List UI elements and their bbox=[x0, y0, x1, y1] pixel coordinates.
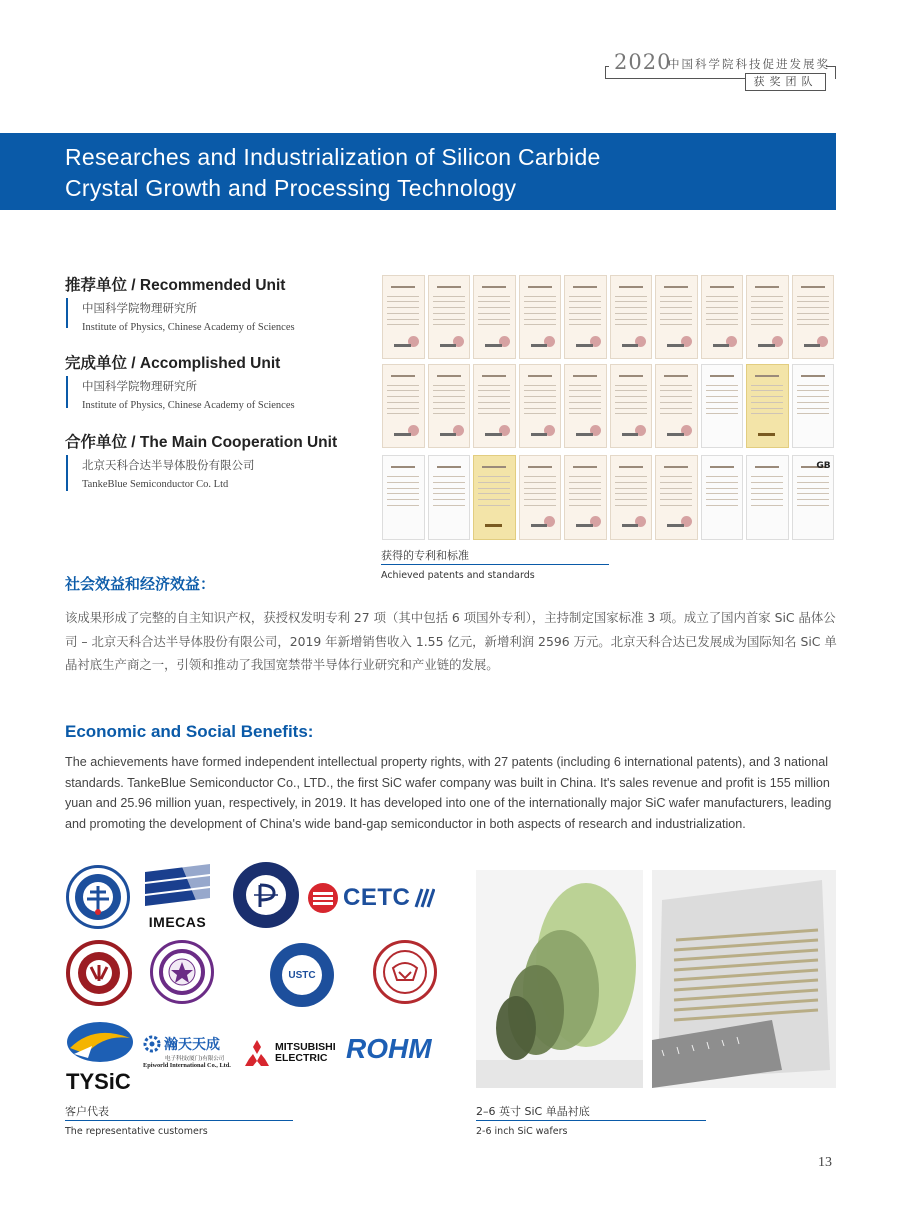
header-rule bbox=[605, 78, 745, 79]
patent-certificate bbox=[792, 364, 835, 448]
patent-certificate bbox=[610, 275, 653, 359]
imecas-emblem-icon bbox=[140, 862, 215, 910]
cooperation-unit-en: TankeBlue Semiconductor Co. Ltd bbox=[82, 479, 229, 490]
header-rule bbox=[835, 66, 836, 79]
patent-certificate bbox=[701, 364, 744, 448]
sic-wafers-icon bbox=[476, 870, 643, 1088]
recommended-unit-heading: 推荐单位 / Recommended Unit bbox=[65, 277, 286, 294]
benefits-en-text: The achievements have formed independent intellectual property rights, with 27 patents (including 6 international patents), and 3 national standards. TankeBlue Semiconductor Co., LTD., the first SiC wafer company was built in China. It's sales revenue and profit is 155 million yuan and 25.96 million yuan, respectively, in 2019. It has developed into one of the internationally major SiC wafer manufacturers, leading and promoting the development of China's wide band-gap semiconductor in both aspects of research and industrialization. bbox=[65, 755, 832, 831]
cooperation-unit-cn: 北京天科合达半导体股份有限公司 bbox=[82, 458, 255, 472]
caption-rule bbox=[65, 1120, 293, 1121]
mitsubishi-electric-logo bbox=[242, 1038, 342, 1068]
epiworld-logo bbox=[143, 1034, 235, 1074]
patent-certificate bbox=[746, 364, 789, 448]
iop-cas-logo bbox=[233, 862, 299, 928]
accomplished-unit-heading: 完成单位 / Accomplished Unit bbox=[65, 355, 281, 372]
page-title-line1: Researches and Industrialization of Silicon Carbide bbox=[65, 144, 601, 170]
accomplished-unit-cn: 中国科学院物理研究所 bbox=[82, 379, 197, 393]
patent-certificate bbox=[473, 364, 516, 448]
imecas-label: IMECAS bbox=[148, 914, 207, 930]
wafer-photo-box bbox=[652, 870, 836, 1088]
patent-certificate bbox=[610, 455, 653, 540]
cetc-emblem-icon bbox=[307, 882, 339, 914]
epiworld-label-en: Epiworld International Co., Ltd. bbox=[143, 1062, 231, 1069]
ios-cas-logo bbox=[66, 865, 130, 929]
tsinghua-emblem-icon bbox=[158, 948, 206, 996]
ustc-inner bbox=[282, 955, 322, 995]
patent-certificate bbox=[701, 455, 744, 540]
benefits-cn-heading: 社会效益和经济效益： bbox=[65, 575, 216, 593]
electric-label: ELECTRIC bbox=[275, 1052, 328, 1064]
wafers-caption-cn: 2–6 英寸 SiC 单晶衬底 bbox=[476, 1105, 590, 1118]
patent-certificate bbox=[564, 275, 607, 359]
peking-university-logo bbox=[66, 940, 132, 1006]
wafers-caption-en: 2-6 inch SiC wafers bbox=[476, 1126, 568, 1137]
recommended-unit-cn: 中国科学院物理研究所 bbox=[82, 301, 197, 315]
xiamen-university-logo bbox=[373, 940, 437, 1004]
accomplished-unit-en: Institute of Physics, Chinese Academy of Sciences bbox=[82, 400, 295, 411]
epiworld-emblem-icon bbox=[143, 1035, 161, 1053]
header-title: 中国科学院科技促进发展奖 bbox=[668, 57, 830, 71]
patent-certificate bbox=[428, 455, 471, 540]
iop-cas-emblem-icon bbox=[238, 867, 294, 923]
tsinghua-university-logo bbox=[150, 940, 214, 1004]
mitsubishi-diamonds-icon bbox=[242, 1039, 272, 1067]
unit-accent-bar bbox=[66, 298, 68, 328]
patent-certificate: GB bbox=[792, 455, 835, 540]
customers-caption-cn: 客户代表 bbox=[65, 1105, 109, 1118]
imecas-logo bbox=[140, 862, 215, 932]
header-badge: 获奖团队 bbox=[745, 73, 826, 91]
tysic-label: TYSiC bbox=[66, 1069, 131, 1094]
header-rule bbox=[605, 66, 606, 78]
patents-caption-cn: 获得的专利和标准 bbox=[381, 549, 469, 562]
page-title bbox=[65, 142, 601, 204]
benefits-cn-text: 该成果形成了完整的自主知识产权，获授权发明专利 27 项（其中包括 6 项国外专利），主持制定国家标准 3 项。成立了国内首家 SiC 晶体公司 – 北京天科合达半导体股份有限公司，2019 年新增销售收入 1.55 亿元，新增利润 2596 万元。北京天科合达已发展成为国际知名 SiC 单晶衬底生产商之一，引领和推动了我国宽禁带半导体行业研究和产业链的发展。 bbox=[65, 610, 837, 672]
patent-certificate bbox=[564, 364, 607, 448]
patent-certificate bbox=[701, 275, 744, 359]
header-year: 2020 bbox=[614, 50, 672, 74]
patent-certificate bbox=[564, 455, 607, 540]
epiworld-label-cn: 瀚天天成 bbox=[164, 1037, 220, 1053]
tysic-swoosh-icon bbox=[64, 1018, 136, 1066]
patent-certificate bbox=[746, 275, 789, 359]
wafer-photo-stack bbox=[476, 870, 643, 1088]
caption-rule bbox=[381, 564, 609, 565]
benefits-en-heading: Economic and Social Benefits: bbox=[65, 722, 314, 741]
xmu-emblem-icon bbox=[381, 948, 429, 996]
patent-certificate bbox=[519, 364, 562, 448]
recommended-unit-en: Institute of Physics, Chinese Academy of Sciences bbox=[82, 322, 295, 333]
customers-caption-en: The representative customers bbox=[65, 1126, 208, 1137]
cooperation-unit-heading: 合作单位 / The Main Cooperation Unit bbox=[65, 434, 338, 451]
epiworld-label-sub: 电子科技(厦门)有限公司 bbox=[165, 1056, 225, 1062]
patent-certificate bbox=[382, 364, 425, 448]
mitsubishi-label: MITSUBISHI bbox=[275, 1041, 336, 1053]
patent-certificate bbox=[519, 275, 562, 359]
cetc-logo bbox=[307, 878, 437, 918]
patent-certificate bbox=[519, 455, 562, 540]
patent-certificate bbox=[428, 275, 471, 359]
patents-image bbox=[381, 275, 836, 540]
rohm-logo: ROHM bbox=[346, 1033, 432, 1064]
patent-certificate bbox=[792, 275, 835, 359]
ustc-label: USTC bbox=[288, 969, 316, 981]
wafer-cassette-icon bbox=[652, 870, 836, 1088]
page-title-line2: Crystal Growth and Processing Technology bbox=[65, 175, 517, 201]
caption-rule bbox=[476, 1120, 706, 1121]
patent-certificate bbox=[746, 455, 789, 540]
patent-certificate bbox=[428, 364, 471, 448]
ios-cas-emblem-icon bbox=[73, 872, 123, 922]
unit-accent-bar bbox=[66, 455, 68, 491]
tysic-logo bbox=[64, 1018, 136, 1094]
patent-certificate bbox=[655, 364, 698, 448]
ustc-logo bbox=[270, 943, 334, 1007]
patent-certificate bbox=[473, 275, 516, 359]
page-number: 13 bbox=[818, 1155, 832, 1170]
patent-certificate bbox=[655, 455, 698, 540]
patent-certificate bbox=[610, 364, 653, 448]
cetc-label: CETC bbox=[343, 884, 411, 911]
unit-accent-bar bbox=[66, 376, 68, 408]
patent-certificate bbox=[655, 275, 698, 359]
cetc-mark-icon bbox=[413, 887, 435, 909]
pku-emblem-icon bbox=[75, 949, 123, 997]
patent-certificate bbox=[473, 455, 516, 540]
patent-certificate bbox=[382, 275, 425, 359]
patent-certificate bbox=[382, 455, 425, 540]
patents-caption-en: Achieved patents and standards bbox=[381, 570, 535, 581]
